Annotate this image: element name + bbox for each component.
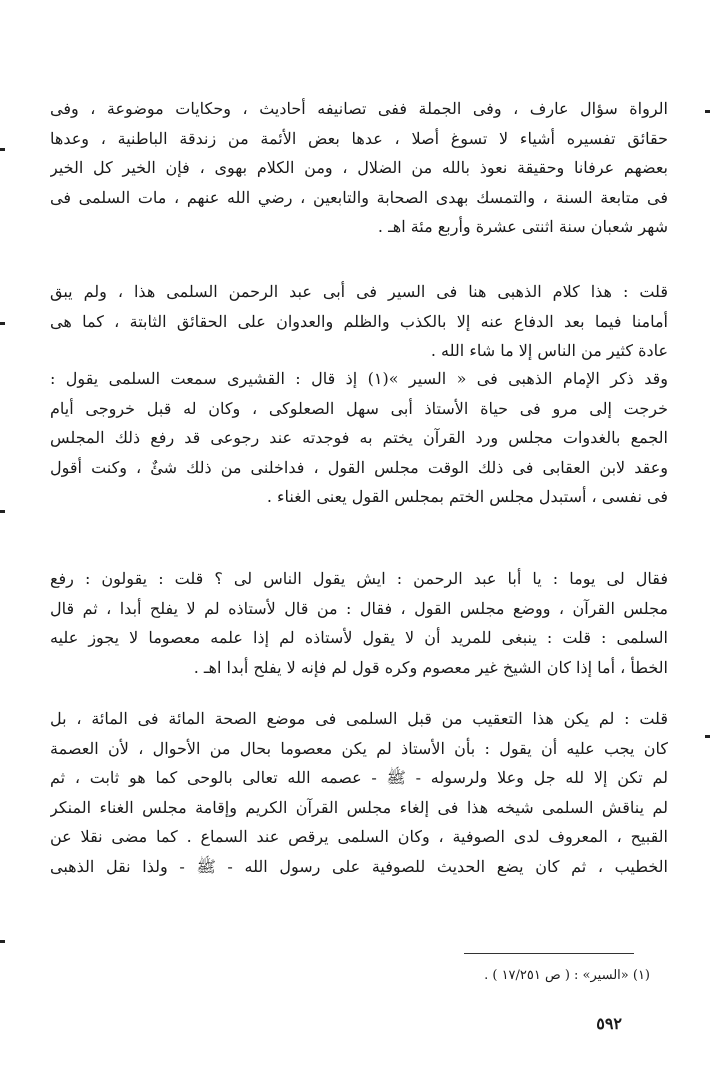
text-line: مجلس القرآن ، ووضع مجلس القول ، فقال : من قال لأستاذه لم لا يفلح أبدا ، ثم قال — [50, 598, 668, 618]
paragraph-1 — [50, 96, 668, 244]
text-line: السلمى : قلت : ينبغى للمريد أن لا يقول لأستاذه لم إذا علمه معصوما لا يجوز عليه — [50, 628, 668, 648]
text-line: فقال لى يوما : يا أبا عبد الرحمن : ايش يقول الناس لى ؟ قلت : يقولون : رفع — [50, 569, 668, 588]
margin-mark-left-3 — [0, 510, 5, 513]
text-line: فى متابعة السنة ، والتمسك بهدى الصحابة والتابعين ، رضي الله عنهم ، مات السلمى فى — [50, 187, 668, 207]
paragraph-4 — [50, 566, 668, 684]
footnote-divider — [464, 953, 634, 954]
text-line: عادة كثير من الناس إلا ما شاء الله . — [430, 341, 668, 361]
text-line: شهر شعبان سنة اثنتى عشرة وأربع مئة اهـ . — [377, 217, 668, 237]
text-line: القبيح ، المعروف لدى الصوفية ، وكان السلمى يرقص عند السماع . كما مضى نقلا عن — [50, 827, 668, 847]
text-line: لم يناقش السلمى شيخه هذا فى إلغاء مجلس القرآن الكريم وإقامة مجلس الغناء المنكر — [50, 797, 668, 817]
text-line: قلت : هذا كلام الذهبى هنا فى السير فى أبى عبد الرحمن السلمى هذا ، ولم يبق — [50, 282, 668, 301]
text-line: قلت : لم يكن هذا التعقيب من قبل السلمى فى موضع الصحة المائة فى المائة ، بل — [50, 709, 668, 728]
text-line: الرواة سؤال عارف ، وفى الجملة ففى تصانيفه أحاديث ، وحكايات موضوعة ، وفى — [50, 99, 668, 118]
page-number: ٥٩٢ — [596, 1014, 622, 1033]
margin-mark-left-4 — [0, 940, 5, 943]
text-line: الخطأ ، أما إذا كان الشيخ غير معصوم وكره قول لم فإنه لا يفلح أبدا اهـ . — [193, 657, 668, 677]
text-line: حقائق تفسيره أشياء لا تسوغ أصلا ، عدها بعض الأئمة من زندقة الباطنية ، وعدها — [50, 128, 668, 148]
text-line: وقد ذكر الإمام الذهبى فى « السير »(١) إذ قال : القشيرى سمعت السلمى يقول : — [50, 369, 668, 388]
text-line: فى نفسى ، أستبدل مجلس الختم بمجلس القول يعنى الغناء . — [266, 487, 668, 507]
paragraph-5 — [50, 706, 668, 884]
footnote: (١) «السير» : ( ص ١٧/٢٥١ ) . — [484, 968, 650, 983]
margin-mark-right-2 — [705, 735, 710, 738]
margin-mark-left-2 — [0, 322, 5, 325]
text-line: خرجت إلى مرو فى حياة الأستاذ أبى سهل الصعلوكى ، وكان له قبل خروجى أيام — [50, 398, 668, 418]
text-line: وعقد لابن العقابى فى ذلك الوقت مجلس القول ، فداخلنى من ذلك شئٌ ، وكنت أقول — [50, 457, 668, 477]
paragraph-2 — [50, 279, 668, 368]
text-line: الخطيب ، ثم كان يضع الحديث للصوفية على رسول الله - ﷺ - ولذا نقل الذهبى — [50, 856, 668, 876]
text-line: بعضهم عرفانا وحقيقة نعوذ بالله من الضلال ، ومن الكلام بهوى ، فإن الخير كل الخير — [50, 158, 668, 178]
text-line: كان يجب عليه أن يقول : بأن الأستاذ لم يكن معصوما بحال من الأحوال ، لأن العصمة — [50, 738, 668, 758]
margin-mark-right-1 — [705, 110, 710, 113]
margin-mark-left-1 — [0, 148, 5, 151]
text-line: الجمع بالغدوات مجلس ورد القرآن يختم به فوجدته عند رجوعى قد رفع ذلك المجلس — [50, 428, 668, 448]
paragraph-3 — [50, 366, 668, 514]
text-line: أمامنا فيما بعد الدفاع عنه إلا بالكذب والظلم والعدوان على الحقائق الثابتة ، كما هى — [50, 311, 668, 331]
text-line: لم تكن إلا لله جل وعلا ولرسوله - ﷺ - عصمه الله تعالى بالوحى كما هو ثابت ، ثم — [50, 768, 668, 788]
